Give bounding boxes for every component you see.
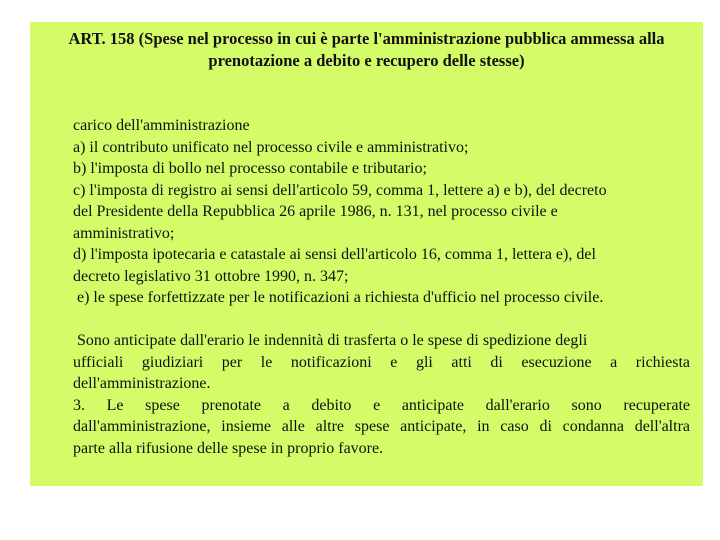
list-line: carico dell'amministrazione [73, 117, 250, 134]
article-title [30, 28, 703, 72]
paragraph-line: dall'amministrazione, insieme alle altre spese anticipate, in caso di condanna dell'altra [73, 418, 690, 435]
list-line: a) il contributo unificato nel processo civile e amministrativo; [73, 138, 469, 156]
list-line: b) l'imposta di bollo nel processo contabile e tributario; [73, 160, 427, 177]
list-line: d) l'imposta ipotecaria e catastale ai sensi dell'articolo 16, comma 1, lettera e), del [73, 246, 596, 263]
list-line: amministrativo; [73, 224, 175, 242]
list-line: decreto legislativo 31 ottobre 1990, n. 347; [73, 267, 349, 285]
list-line: c) l'imposta di registro ai sensi dell'articolo 59, comma 1, lettere a) e b), del decreto [73, 181, 607, 199]
list-line: e) le spese forfettizzate per le notificazioni a richiesta d'ufficio nel processo civile. [73, 289, 604, 306]
paragraph-line: 3. Le spese prenotate a debito e anticipate dall'erario sono recuperate [73, 396, 690, 414]
title-line-1: ART. 158 (Spese nel processo in cui è parte l'amministrazione pubblica ammessa alla [68, 29, 665, 48]
paragraph-line: dell'amministrazione. [73, 375, 211, 392]
paragraph-line: ufficiali giudiziari per le notificazioni e gli atti di esecuzione a richiesta [73, 353, 690, 371]
paragraph-line: parte alla rifusione delle spese in proprio favore. [73, 439, 384, 457]
article-panel [30, 22, 703, 486]
list-line: del Presidente della Repubblica 26 aprile 1986, n. 131, nel processo civile e [73, 203, 558, 220]
title-line-2: prenotazione a debito e recupero delle stesse) [208, 51, 525, 70]
paragraph-line: Sono anticipate dall'erario le indennità di trasferta o le spese di spedizione degli [73, 332, 588, 349]
